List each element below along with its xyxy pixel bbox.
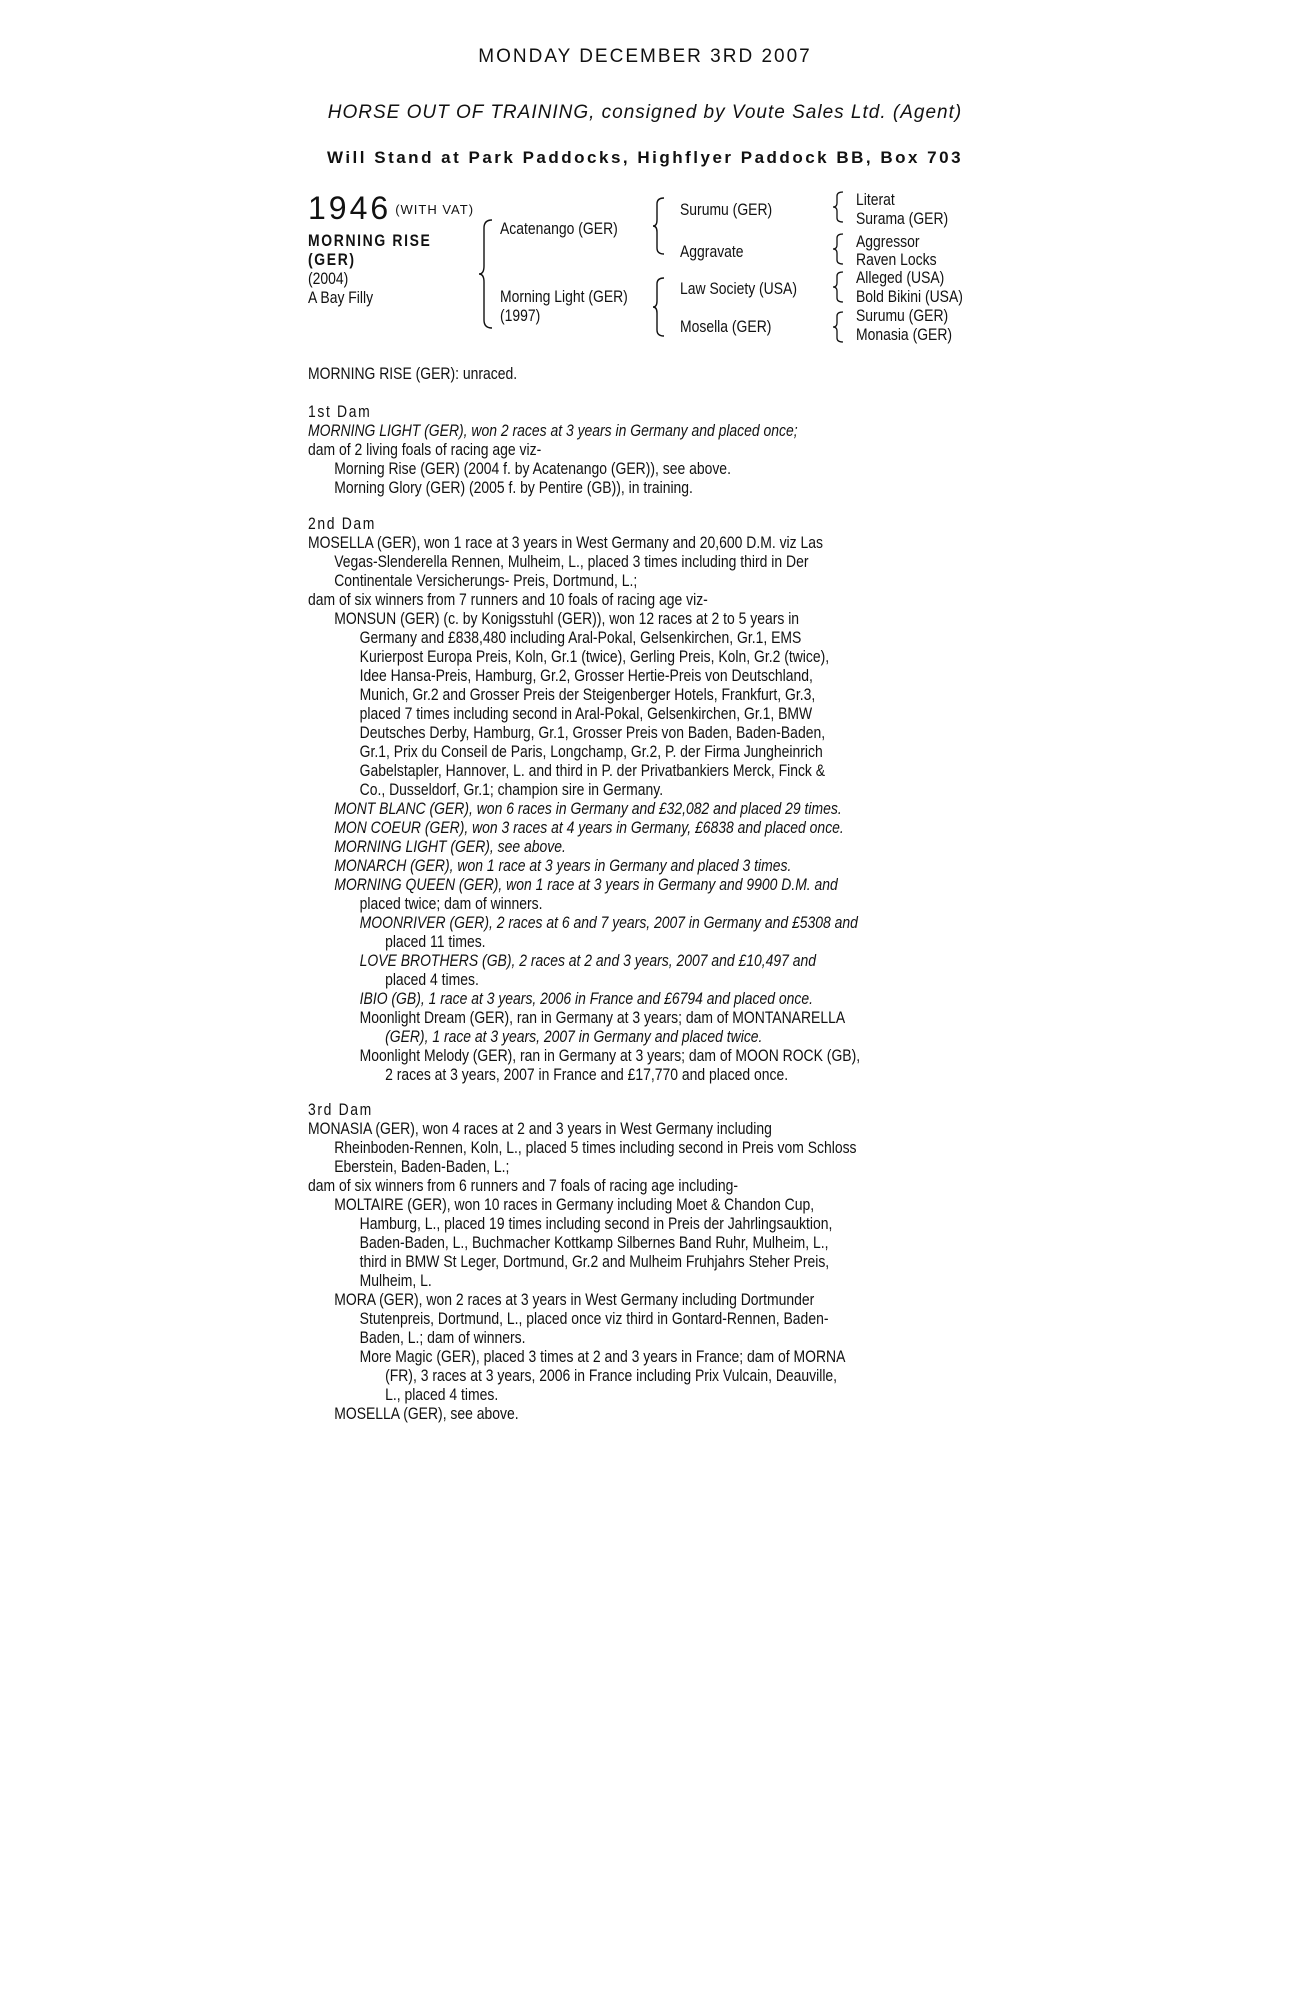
second-dam-line: Vegas-Slenderella Rennen, Mulheim, L., placed 3 times including third in Der xyxy=(334,552,809,571)
ggp-6: Bold Bikini (USA) xyxy=(856,287,963,306)
dam: Morning Light (GER) xyxy=(500,287,628,306)
third-dam-line: third in BMW St Leger, Dortmund, Gr.2 and Mulheim Fruhjahrs Steher Preis, xyxy=(359,1252,830,1271)
third-dam-heading: 3rd Dam xyxy=(308,1100,373,1119)
sire: Acatenango (GER) xyxy=(500,219,618,238)
second-dam-heading: 2nd Dam xyxy=(308,514,377,533)
second-dam-line: Munich, Gr.2 and Grosser Preis der Steigenberger Hotels, Frankfurt, Gr.3, xyxy=(359,685,816,704)
third-dam-line: MORA (GER), won 2 races at 3 years in West Germany including Dortmunder xyxy=(334,1290,815,1309)
third-dam-line: (FR), 3 races at 3 years, 2006 in France including Prix Vulcain, Deauville, xyxy=(385,1366,838,1385)
second-dam-line: Kurierpost Europa Preis, Koln, Gr.1 (twice), Gerling Preis, Koln, Gr.2 (twice), xyxy=(359,647,830,666)
sale-date: MONDAY DECEMBER 3RD 2007 xyxy=(478,46,812,67)
second-dam-line: Co., Dusseldorf, Gr.1; champion sire in Germany. xyxy=(359,780,664,799)
race-summary xyxy=(308,364,1259,383)
consignment-line: HORSE OUT OF TRAINING, consigned by Voute Sales Ltd. (Agent) xyxy=(327,102,963,123)
pedigree-brace-1 xyxy=(478,218,498,330)
ggp-7: Surumu (GER) xyxy=(856,306,949,325)
pedigree-brace-2 xyxy=(652,196,670,256)
third-dam-line: Baden-Baden, L., Buchmacher Kottkamp Silbernes Band Ruhr, Mulheim, L., xyxy=(359,1233,829,1252)
second-dam-line: Moonlight Melody (GER), ran in Germany at 3 years; dam of MOON ROCK (GB), xyxy=(359,1046,861,1065)
sire-sire: Surumu (GER) xyxy=(680,200,773,219)
horse-name-line2: (GER) xyxy=(308,250,356,269)
pedigree-brace-5 xyxy=(832,232,848,266)
ggp-3: Aggressor xyxy=(856,232,920,251)
ggp-4: Raven Locks xyxy=(856,250,937,269)
third-dam-line: Rheinboden-Rennen, Koln, L., placed 5 times including second in Preis vom Schloss xyxy=(334,1138,857,1157)
second-dam-line: Gabelstapler, Hannover, L. and third in P. der Privatbankiers Merck, Finck & xyxy=(359,761,826,780)
second-dam-line: MON COEUR (GER), won 3 races at 4 years in Germany, £6838 and placed once. xyxy=(334,818,844,837)
lot-number-value: 1946 xyxy=(308,190,392,226)
pedigree-brace-4 xyxy=(832,190,848,224)
second-dam-line: MONSUN (GER) (c. by Konigsstuhl (GER)), won 12 races at 2 to 5 years in xyxy=(334,609,800,628)
second-dam-line: MORNING LIGHT (GER), see above. xyxy=(334,837,566,856)
horse-name-line1: MORNING RISE xyxy=(308,231,432,250)
third-dam-line: MOLTAIRE (GER), won 10 races in Germany including Moet & Chandon Cup, xyxy=(334,1195,815,1214)
third-dam-line: L., placed 4 times. xyxy=(385,1385,499,1404)
pedigree-brace-3 xyxy=(652,276,670,338)
lot-number xyxy=(308,190,474,227)
second-dam-line: Deutsches Derby, Hamburg, Gr.1, Grosser Preis von Baden, Baden-Baden, xyxy=(359,723,826,742)
first-dam-line: Morning Rise (GER) (2004 f. by Acatenango (GER)), see above. xyxy=(334,459,731,478)
dam-sire: Law Society (USA) xyxy=(680,279,797,298)
ggp-1: Literat xyxy=(856,190,895,209)
third-dam-line: Hamburg, L., placed 19 times including second in Preis der Jahrlingsauktion, xyxy=(359,1214,833,1233)
vat-note: (WITH VAT) xyxy=(395,202,475,217)
second-dam-line: dam of six winners from 7 runners and 10 foals of racing age viz- xyxy=(308,590,708,609)
second-dam-line: Gr.1, Prix du Conseil de Paris, Longchamp, Gr.2, P. der Firma Jungheinrich xyxy=(359,742,823,761)
second-dam-line: (GER), 1 race at 3 years, 2007 in Germany and placed twice. xyxy=(385,1027,763,1046)
second-dam-line: MORNING QUEEN (GER), won 1 race at 3 years in Germany and 9900 D.M. and xyxy=(334,875,838,894)
first-dam-heading: 1st Dam xyxy=(308,402,372,421)
second-dam-line: placed 7 times including second in Aral-Pokal, Gelsenkirchen, Gr.1, BMW xyxy=(359,704,813,723)
second-dam-line: 2 races at 3 years, 2007 in France and £17,770 and placed once. xyxy=(385,1065,789,1084)
dam-year: (1997) xyxy=(500,306,541,325)
second-dam-line: MONARCH (GER), won 1 race at 3 years in Germany and placed 3 times. xyxy=(334,856,792,875)
second-dam-line: MONT BLANC (GER), won 6 races in Germany and £32,082 and placed 29 times. xyxy=(334,799,842,818)
second-dam-line: placed 11 times. xyxy=(385,932,486,951)
second-dam-line: LOVE BROTHERS (GB), 2 races at 2 and 3 years, 2007 and £10,497 and xyxy=(359,951,817,970)
second-dam-line: Germany and £838,480 including Aral-Pokal, Gelsenkirchen, Gr.1, EMS xyxy=(359,628,802,647)
second-dam-line: placed 4 times. xyxy=(385,970,479,989)
second-dam-line: placed twice; dam of winners. xyxy=(359,894,543,913)
dam-dam: Mosella (GER) xyxy=(680,317,772,336)
third-dam-line: MONASIA (GER), won 4 races at 2 and 3 years in West Germany including xyxy=(308,1119,772,1138)
horse-name xyxy=(308,231,431,307)
third-dam-line: Baden, L.; dam of winners. xyxy=(359,1328,526,1347)
third-dam-section xyxy=(308,1100,1259,1423)
ggp-2: Surama (GER) xyxy=(856,209,949,228)
third-dam-line: Eberstein, Baden-Baden, L.; xyxy=(334,1157,510,1176)
first-dam-line: Morning Glory (GER) (2005 f. by Pentire (GB)), in training. xyxy=(334,478,693,497)
third-dam-line: dam of six winners from 6 runners and 7 foals of racing age including- xyxy=(308,1176,739,1195)
third-dam-line: Stutenpreis, Dortmund, L., placed once viz third in Gontard-Rennen, Baden- xyxy=(359,1309,829,1328)
ggp-8: Monasia (GER) xyxy=(856,325,953,344)
second-dam-line: MOSELLA (GER), won 1 race at 3 years in West Germany and 20,600 D.M. viz Las xyxy=(308,533,823,552)
summary-text: MORNING RISE (GER): unraced. xyxy=(308,364,518,383)
first-dam-line: dam of 2 living foals of racing age viz- xyxy=(308,440,542,459)
second-dam-line: Idee Hansa-Preis, Hamburg, Gr.2, Grosser Hertie-Preis von Deutschland, xyxy=(359,666,813,685)
third-dam-line: MOSELLA (GER), see above. xyxy=(334,1404,519,1423)
horse-description: A Bay Filly xyxy=(308,288,374,307)
sire-dam: Aggravate xyxy=(680,242,744,261)
foaling-year: (2004) xyxy=(308,269,349,288)
ggp-5: Alleged (USA) xyxy=(856,268,945,287)
second-dam-line: Continentale Versicherungs- Preis, Dortmund, L.; xyxy=(334,571,638,590)
first-dam-section xyxy=(308,402,1259,497)
first-dam-line: MORNING LIGHT (GER), won 2 races at 3 years in Germany and placed once; xyxy=(308,421,798,440)
third-dam-line: Mulheim, L. xyxy=(359,1271,432,1290)
second-dam-line: MOONRIVER (GER), 2 races at 6 and 7 years, 2007 in Germany and £5308 and xyxy=(359,913,858,932)
second-dam-line: IBIO (GB), 1 race at 3 years, 2006 in France and £6794 and placed once. xyxy=(359,989,813,1008)
stand-location: Will Stand at Park Paddocks, Highflyer Paddock BB, Box 703 xyxy=(326,148,964,167)
pedigree-brace-7 xyxy=(832,310,848,344)
third-dam-line: More Magic (GER), placed 3 times at 2 and 3 years in France; dam of MORNA xyxy=(359,1347,846,1366)
second-dam-line: Moonlight Dream (GER), ran in Germany at 3 years; dam of MONTANARELLA xyxy=(359,1008,846,1027)
pedigree-brace-6 xyxy=(832,270,848,304)
second-dam-section xyxy=(308,514,1259,1084)
